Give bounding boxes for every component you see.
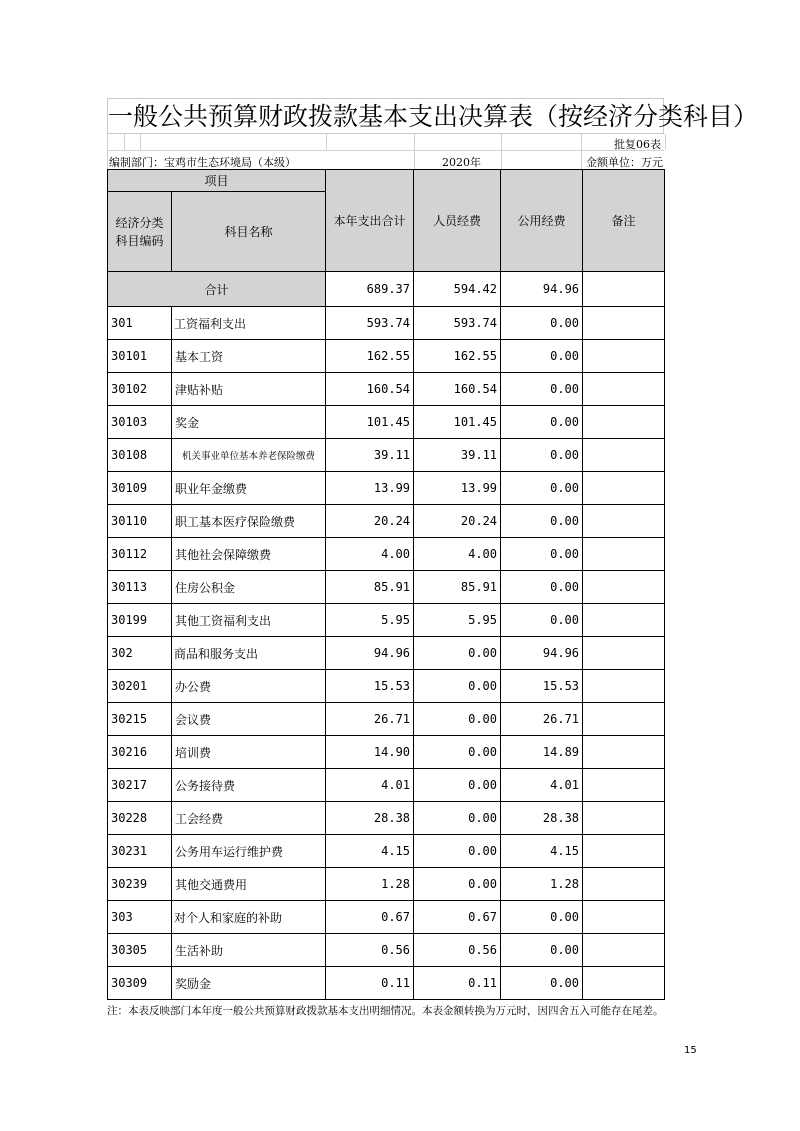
footnote: 注：本表反映部门本年度一般公共预算财政拨款基本支出明细情况。本表金额转换为万元时，因四舍五入可能存在尾差。 [107, 1005, 664, 1017]
meta-row [107, 151, 664, 169]
table-row [108, 439, 665, 472]
table-row [108, 868, 665, 901]
header-public: 公用经费 [501, 170, 583, 272]
row-personnel: 0.00 [414, 868, 501, 901]
row-remark [583, 769, 665, 802]
row-remark [583, 406, 665, 439]
row-name: 职工基本医疗保险缴费 [172, 505, 326, 538]
row-total: 0.56 [326, 934, 414, 967]
table-row [108, 307, 665, 340]
row-code: 303 [108, 901, 172, 934]
header-name: 科目名称 [172, 192, 326, 272]
row-code: 301 [108, 307, 172, 340]
row-public: 0.00 [501, 307, 583, 340]
table-row [108, 670, 665, 703]
row-total: 1.28 [326, 868, 414, 901]
row-total: 160.54 [326, 373, 414, 406]
header-code-text: 经济分类科目编码 [115, 215, 164, 248]
row-total: 39.11 [326, 439, 414, 472]
row-personnel: 0.56 [414, 934, 501, 967]
row-total: 4.00 [326, 538, 414, 571]
row-remark [583, 307, 665, 340]
header-total: 本年支出合计 [326, 170, 414, 272]
row-personnel: 160.54 [414, 373, 501, 406]
table-row [108, 736, 665, 769]
row-public: 0.00 [501, 934, 583, 967]
table-row [108, 835, 665, 868]
header-remark: 备注 [583, 170, 665, 272]
row-name: 工资福利支出 [172, 307, 326, 340]
row-public: 0.00 [501, 604, 583, 637]
table-row [108, 472, 665, 505]
row-name: 办公费 [172, 670, 326, 703]
row-name: 基本工资 [172, 340, 326, 373]
row-public: 0.00 [501, 340, 583, 373]
table-row [108, 373, 665, 406]
row-total: 0.11 [326, 967, 414, 1000]
row-personnel: 0.00 [414, 835, 501, 868]
row-personnel: 20.24 [414, 505, 501, 538]
row-remark [583, 538, 665, 571]
row-personnel: 0.00 [414, 703, 501, 736]
row-total: 13.99 [326, 472, 414, 505]
row-public: 0.00 [501, 967, 583, 1000]
table-row [108, 538, 665, 571]
header-code [108, 192, 172, 272]
row-remark [583, 670, 665, 703]
row-personnel: 0.00 [414, 802, 501, 835]
row-name: 其他交通费用 [172, 868, 326, 901]
row-public: 0.00 [501, 901, 583, 934]
row-total: 20.24 [326, 505, 414, 538]
row-personnel: 85.91 [414, 571, 501, 604]
row-name: 奖金 [172, 406, 326, 439]
row-remark [583, 505, 665, 538]
row-name: 其他社会保障缴费 [172, 538, 326, 571]
row-total: 5.95 [326, 604, 414, 637]
row-code: 30305 [108, 934, 172, 967]
row-public: 0.00 [501, 571, 583, 604]
row-name: 奖励金 [172, 967, 326, 1000]
row-public: 0.00 [501, 472, 583, 505]
total-remark [583, 272, 665, 307]
table-row [108, 340, 665, 373]
row-code: 30309 [108, 967, 172, 1000]
row-name: 培训费 [172, 736, 326, 769]
row-personnel: 593.74 [414, 307, 501, 340]
table-row [108, 802, 665, 835]
row-name: 职业年金缴费 [172, 472, 326, 505]
spacer-row [107, 134, 664, 151]
row-public: 15.53 [501, 670, 583, 703]
table-row [108, 934, 665, 967]
row-public: 4.15 [501, 835, 583, 868]
table-row [108, 637, 665, 670]
row-total: 593.74 [326, 307, 414, 340]
row-personnel: 39.11 [414, 439, 501, 472]
row-code: 30101 [108, 340, 172, 373]
row-remark [583, 835, 665, 868]
header-project: 项目 [108, 170, 326, 192]
row-code: 30231 [108, 835, 172, 868]
row-name: 机关事业单位基本养老保险缴费 [172, 439, 326, 472]
row-code: 30216 [108, 736, 172, 769]
row-code: 30201 [108, 670, 172, 703]
row-remark [583, 472, 665, 505]
row-name: 会议费 [172, 703, 326, 736]
row-code: 30113 [108, 571, 172, 604]
row-total: 15.53 [326, 670, 414, 703]
row-total: 0.67 [326, 901, 414, 934]
table-row [108, 571, 665, 604]
total-public: 94.96 [501, 272, 583, 307]
row-code: 30103 [108, 406, 172, 439]
row-code: 30109 [108, 472, 172, 505]
row-code: 30199 [108, 604, 172, 637]
row-public: 94.96 [501, 637, 583, 670]
row-public: 26.71 [501, 703, 583, 736]
row-personnel: 0.00 [414, 736, 501, 769]
row-remark [583, 901, 665, 934]
row-total: 14.90 [326, 736, 414, 769]
row-personnel: 101.45 [414, 406, 501, 439]
row-code: 30108 [108, 439, 172, 472]
table-title: 一般公共预算财政拨款基本支出决算表（按经济分类科目） [107, 98, 664, 134]
row-remark [583, 736, 665, 769]
row-code: 30102 [108, 373, 172, 406]
row-code: 30215 [108, 703, 172, 736]
row-name: 商品和服务支出 [172, 637, 326, 670]
row-public: 0.00 [501, 406, 583, 439]
row-total: 28.38 [326, 802, 414, 835]
row-code: 30228 [108, 802, 172, 835]
total-label: 合计 [108, 272, 326, 307]
unit-label: 金额单位：万元 [586, 156, 663, 169]
row-remark [583, 373, 665, 406]
row-personnel: 0.67 [414, 901, 501, 934]
row-code: 30217 [108, 769, 172, 802]
row-name: 对个人和家庭的补助 [172, 901, 326, 934]
row-total: 162.55 [326, 340, 414, 373]
row-code: 30110 [108, 505, 172, 538]
row-public: 28.38 [501, 802, 583, 835]
row-name: 工会经费 [172, 802, 326, 835]
row-public: 0.00 [501, 505, 583, 538]
row-public: 0.00 [501, 538, 583, 571]
row-personnel: 0.00 [414, 670, 501, 703]
row-total: 101.45 [326, 406, 414, 439]
expenditure-table [107, 169, 665, 1000]
row-name: 生活补助 [172, 934, 326, 967]
row-personnel: 13.99 [414, 472, 501, 505]
row-public: 4.01 [501, 769, 583, 802]
table-row [108, 703, 665, 736]
row-code: 30239 [108, 868, 172, 901]
row-remark [583, 967, 665, 1000]
row-total: 4.15 [326, 835, 414, 868]
org-label: 编制部门：宝鸡市生态环境局（本级） [109, 156, 296, 169]
row-total: 94.96 [326, 637, 414, 670]
row-remark [583, 802, 665, 835]
row-name: 津贴补贴 [172, 373, 326, 406]
table-row [108, 604, 665, 637]
row-public: 0.00 [501, 373, 583, 406]
total-personnel: 594.42 [414, 272, 501, 307]
row-personnel: 0.11 [414, 967, 501, 1000]
table-row [108, 967, 665, 1000]
row-personnel: 4.00 [414, 538, 501, 571]
table-row [108, 769, 665, 802]
row-remark [583, 571, 665, 604]
row-personnel: 0.00 [414, 637, 501, 670]
total-total: 689.37 [326, 272, 414, 307]
table-id-label: 批复06表 [614, 138, 661, 151]
table-row [108, 406, 665, 439]
row-total: 4.01 [326, 769, 414, 802]
row-personnel: 162.55 [414, 340, 501, 373]
table-row [108, 505, 665, 538]
row-personnel: 0.00 [414, 769, 501, 802]
row-remark [583, 868, 665, 901]
row-remark [583, 934, 665, 967]
row-name: 公务用车运行维护费 [172, 835, 326, 868]
row-remark [583, 439, 665, 472]
row-name: 公务接待费 [172, 769, 326, 802]
row-personnel: 5.95 [414, 604, 501, 637]
row-code: 302 [108, 637, 172, 670]
table-row [108, 901, 665, 934]
row-remark [583, 703, 665, 736]
row-name: 其他工资福利支出 [172, 604, 326, 637]
row-remark [583, 637, 665, 670]
row-code: 30112 [108, 538, 172, 571]
row-remark [583, 340, 665, 373]
page-number: 15 [684, 1045, 697, 1056]
row-public: 1.28 [501, 868, 583, 901]
year-label: 2020年 [442, 156, 481, 169]
row-public: 14.89 [501, 736, 583, 769]
row-name: 住房公积金 [172, 571, 326, 604]
row-total: 85.91 [326, 571, 414, 604]
header-personnel: 人员经费 [414, 170, 501, 272]
row-total: 26.71 [326, 703, 414, 736]
total-row [108, 272, 665, 307]
row-remark [583, 604, 665, 637]
row-public: 0.00 [501, 439, 583, 472]
